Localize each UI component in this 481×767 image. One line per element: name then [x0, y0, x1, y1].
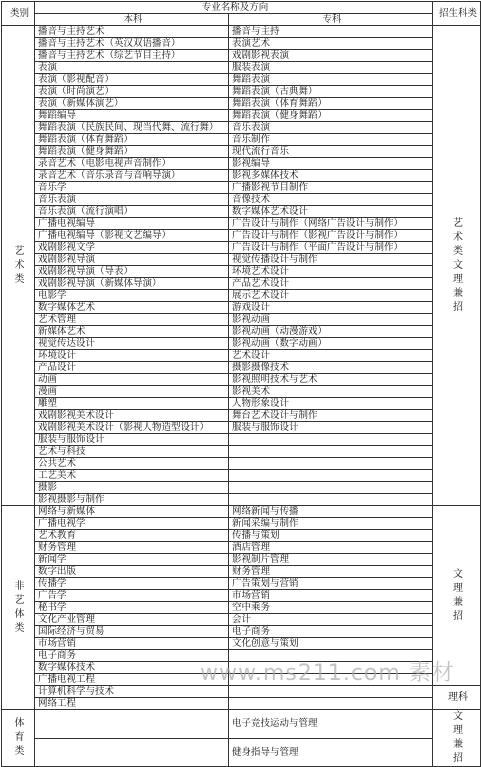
table-row	[2, 446, 481, 458]
table-row	[2, 278, 481, 290]
undergrad-major-cell: 广播电视学	[35, 518, 229, 530]
vocational-major-cell: 服装与服饰设计	[229, 422, 433, 434]
table-row	[2, 458, 481, 470]
category-cell	[2, 710, 35, 767]
vocational-major-cell: 广告策划与营销	[229, 578, 433, 590]
vocational-major-cell	[229, 650, 433, 662]
undergrad-major-cell: 艺术教育	[35, 530, 229, 542]
table-row	[2, 738, 481, 767]
header-enroll-type: 招生科类	[433, 2, 481, 26]
table-row	[2, 254, 481, 266]
undergrad-major-cell: 电子商务	[35, 650, 229, 662]
vocational-major-cell: 舞蹈表演（古典舞）	[229, 86, 433, 98]
table-row	[2, 674, 481, 686]
vocational-major-cell: 健身指导与管理	[229, 738, 433, 767]
vocational-major-cell: 环境艺术设计	[229, 266, 433, 278]
table-row	[2, 266, 481, 278]
table-row	[2, 74, 481, 86]
undergrad-major-cell: 摄影	[35, 482, 229, 494]
table-row	[2, 86, 481, 98]
vocational-major-cell: 空中乘务	[229, 602, 433, 614]
undergrad-major-cell: 电影学	[35, 290, 229, 302]
table-row	[2, 650, 481, 662]
undergrad-major-cell: 广播电视编导	[35, 218, 229, 230]
table-row	[2, 686, 481, 698]
header-vocational: 专科	[229, 14, 433, 26]
undergrad-major-cell: 财务管理	[35, 542, 229, 554]
table-row	[2, 206, 481, 218]
category-cell	[2, 26, 35, 506]
undergrad-major-cell: 戏剧影视文学	[35, 242, 229, 254]
undergrad-major-cell: 表演	[35, 62, 229, 74]
enroll-type-cell-text: 文理兼招	[453, 711, 464, 764]
vocational-major-cell: 电子竞技运动与管理	[229, 710, 433, 739]
enroll-type-cell-text: 艺术类文理兼招	[453, 217, 464, 313]
vocational-major-cell	[229, 662, 433, 674]
table-row	[2, 494, 481, 506]
table-row	[2, 482, 481, 494]
undergrad-major-cell: 漫画	[35, 386, 229, 398]
undergrad-major-cell: 数字媒体艺术	[35, 302, 229, 314]
undergrad-major-cell: 数字媒体技术	[35, 662, 229, 674]
undergrad-major-cell: 视觉传达设计	[35, 338, 229, 350]
table-row	[2, 602, 481, 614]
undergrad-major-cell: 服装与服饰设计	[35, 434, 229, 446]
undergrad-major-cell: 音乐表演（流行演唱）	[35, 206, 229, 218]
vocational-major-cell: 酒店管理	[229, 542, 433, 554]
table-row	[2, 338, 481, 350]
undergrad-major-cell: 广播电视编导（影视文艺编导）	[35, 230, 229, 242]
header-row-2	[2, 14, 481, 26]
vocational-major-cell: 舞蹈表演（体育舞蹈）	[229, 98, 433, 110]
table-row	[2, 710, 481, 739]
undergrad-major-cell: 产品设计	[35, 362, 229, 374]
undergrad-major-cell: 公共艺术	[35, 458, 229, 470]
undergrad-major-cell: 网络工程	[35, 698, 229, 710]
table-row	[2, 434, 481, 446]
table-row	[2, 194, 481, 206]
vocational-major-cell	[229, 434, 433, 446]
table-row	[2, 302, 481, 314]
undergrad-major-cell: 戏剧影视导演（新媒体导演）	[35, 278, 229, 290]
undergrad-major-cell: 文化产业管理	[35, 614, 229, 626]
vocational-major-cell: 现代流行音乐	[229, 146, 433, 158]
table-row	[2, 542, 481, 554]
vocational-major-cell: 舞蹈表演（健身舞蹈）	[229, 110, 433, 122]
undergrad-major-cell: 戏剧影视导演（导表）	[35, 266, 229, 278]
vocational-major-cell: 影视动画（动漫游戏）	[229, 326, 433, 338]
enroll-type-cell	[433, 506, 481, 686]
vocational-major-cell: 艺术设计	[229, 350, 433, 362]
vocational-major-cell: 音乐表演	[229, 122, 433, 134]
vocational-major-cell: 数字媒体艺术设计	[229, 206, 433, 218]
vocational-major-cell: 影视制片管理	[229, 554, 433, 566]
vocational-major-cell	[229, 458, 433, 470]
vocational-major-cell: 播音与主持	[229, 26, 433, 38]
vocational-major-cell: 影视照明技术与艺术	[229, 374, 433, 386]
table-row	[2, 566, 481, 578]
undergrad-major-cell: 舞蹈表演（体育舞蹈）	[35, 134, 229, 146]
vocational-major-cell: 展示艺术设计	[229, 290, 433, 302]
undergrad-major-cell: 舞蹈表演（民族民间、现当代舞、流行舞）	[35, 122, 229, 134]
vocational-major-cell: 戏剧影视表演	[229, 50, 433, 62]
majors-table	[1, 1, 481, 767]
watermark: www.ms211.com 素材	[200, 661, 455, 686]
table-row	[2, 98, 481, 110]
table-row	[2, 62, 481, 74]
table-row	[2, 290, 481, 302]
category-cell-text: 非艺体类	[14, 580, 25, 634]
table-row	[2, 218, 481, 230]
vocational-major-cell: 服装表演	[229, 62, 433, 74]
vocational-major-cell: 广告设计与制作（网络广告设计与制作）	[229, 218, 433, 230]
undergrad-major-cell: 舞蹈表演（健身舞蹈）	[35, 146, 229, 158]
undergrad-major-cell: 录音艺术（音乐录音与音响导演）	[35, 170, 229, 182]
undergrad-major-cell: 新闻学	[35, 554, 229, 566]
table-row	[2, 578, 481, 590]
category-cell	[2, 506, 35, 710]
undergrad-major-cell: 网络与新媒体	[35, 506, 229, 518]
header-undergrad: 本科	[35, 14, 229, 26]
table-row	[2, 242, 481, 254]
undergrad-major-cell: 环境设计	[35, 350, 229, 362]
vocational-major-cell: 游戏设计	[229, 302, 433, 314]
vocational-major-cell: 电子商务	[229, 626, 433, 638]
header-major-group: 专业名称及方向	[35, 2, 433, 14]
table-row	[2, 422, 481, 434]
vocational-major-cell: 广播影视节目制作	[229, 182, 433, 194]
table-row	[2, 230, 481, 242]
undergrad-major-cell: 戏剧影视美术设计（影视人物造型设计）	[35, 422, 229, 434]
undergrad-major-cell: 播音与主持艺术	[35, 26, 229, 38]
vocational-major-cell: 人物形象设计	[229, 398, 433, 410]
table-row	[2, 38, 481, 50]
undergrad-major-cell: 数字出版	[35, 566, 229, 578]
vocational-major-cell: 市场营销	[229, 590, 433, 602]
vocational-major-cell: 影视多媒体技术	[229, 170, 433, 182]
category-cell-text: 体育类	[14, 718, 25, 757]
undergrad-major-cell: 艺术与科技	[35, 446, 229, 458]
undergrad-major-cell: 戏剧影视美术设计	[35, 410, 229, 422]
table-row	[2, 374, 481, 386]
undergrad-major-cell: 播音与主持艺术（英汉双语播音）	[35, 38, 229, 50]
enroll-type-cell-text: 文理兼招	[453, 568, 464, 622]
vocational-major-cell	[229, 482, 433, 494]
enroll-type-cell	[433, 26, 481, 506]
table-row	[2, 182, 481, 194]
vocational-major-cell: 财务管理	[229, 566, 433, 578]
vocational-major-cell: 广告设计与制作（影视广告设计与制作）	[229, 230, 433, 242]
table-row	[2, 470, 481, 482]
vocational-major-cell: 视觉传播设计与制作	[229, 254, 433, 266]
table-row	[2, 350, 481, 362]
header-category: 类别	[2, 2, 35, 26]
undergrad-major-cell: 表演（新媒体演艺）	[35, 98, 229, 110]
undergrad-major-cell: 雕塑	[35, 398, 229, 410]
header-row-1	[2, 2, 481, 14]
vocational-major-cell	[229, 686, 433, 698]
vocational-major-cell	[229, 446, 433, 458]
table-row	[2, 314, 481, 326]
table-row	[2, 386, 481, 398]
table-row	[2, 590, 481, 602]
table-row	[2, 398, 481, 410]
vocational-major-cell: 网络新闻与传播	[229, 506, 433, 518]
undergrad-major-cell: 国际经济与贸易	[35, 626, 229, 638]
vocational-major-cell: 影视编导	[229, 158, 433, 170]
undergrad-major-cell: 音乐表演	[35, 194, 229, 206]
vocational-major-cell: 音像技术	[229, 194, 433, 206]
table-row	[2, 50, 481, 62]
undergrad-major-cell: 表演（时尚演艺）	[35, 86, 229, 98]
table-row	[2, 110, 481, 122]
table-row	[2, 146, 481, 158]
undergrad-major-cell: 传播学	[35, 578, 229, 590]
vocational-major-cell: 广告设计与制作（平面广告设计与制作）	[229, 242, 433, 254]
vocational-major-cell: 文化创意与策划	[229, 638, 433, 650]
table-row	[2, 362, 481, 374]
vocational-major-cell: 摄影摄像技术	[229, 362, 433, 374]
vocational-major-cell: 舞台艺术设计与制作	[229, 410, 433, 422]
table-row	[2, 134, 481, 146]
enroll-type-cell	[433, 710, 481, 767]
undergrad-major-cell: 艺术管理	[35, 314, 229, 326]
undergrad-major-cell: 录音艺术（电影电视声音制作）	[35, 158, 229, 170]
vocational-major-cell: 影视美术	[229, 386, 433, 398]
undergrad-major-cell: 秘书学	[35, 602, 229, 614]
table-row	[2, 170, 481, 182]
table-row	[2, 614, 481, 626]
undergrad-major-cell: 计算机科学与技术	[35, 686, 229, 698]
undergrad-major-cell: 新媒体艺术	[35, 326, 229, 338]
table-row	[2, 410, 481, 422]
table-row	[2, 158, 481, 170]
undergrad-major-cell	[35, 710, 229, 739]
vocational-major-cell	[229, 470, 433, 482]
vocational-major-cell: 新闻采编与制作	[229, 518, 433, 530]
vocational-major-cell: 表演艺术	[229, 38, 433, 50]
undergrad-major-cell: 播音与主持艺术（综艺节目主持）	[35, 50, 229, 62]
undergrad-major-cell: 表演（影视配音）	[35, 74, 229, 86]
vocational-major-cell	[229, 674, 433, 686]
undergrad-major-cell: 舞蹈编导	[35, 110, 229, 122]
vocational-major-cell: 音乐制作	[229, 134, 433, 146]
table-row	[2, 662, 481, 674]
table-row	[2, 518, 481, 530]
table-row	[2, 326, 481, 338]
undergrad-major-cell: 市场营销	[35, 638, 229, 650]
table-row	[2, 506, 481, 518]
table-row	[2, 698, 481, 710]
vocational-major-cell: 影视动画	[229, 314, 433, 326]
undergrad-major-cell: 工艺美术	[35, 470, 229, 482]
undergrad-major-cell: 影视摄影与制作	[35, 494, 229, 506]
table-row	[2, 638, 481, 650]
vocational-major-cell: 传播与策划	[229, 530, 433, 542]
undergrad-major-cell: 戏剧影视导演	[35, 254, 229, 266]
table-row	[2, 530, 481, 542]
vocational-major-cell: 影视动画（数字动画）	[229, 338, 433, 350]
undergrad-major-cell: 音乐学	[35, 182, 229, 194]
vocational-major-cell: 产品艺术设计	[229, 278, 433, 290]
undergrad-major-cell: 动画	[35, 374, 229, 386]
undergrad-major-cell: 广播电视工程	[35, 674, 229, 686]
vocational-major-cell	[229, 698, 433, 710]
table-row	[2, 626, 481, 638]
enroll-type-cell: 理科	[433, 686, 481, 710]
table-row	[2, 26, 481, 38]
vocational-major-cell	[229, 494, 433, 506]
undergrad-major-cell: 广告学	[35, 590, 229, 602]
table-row	[2, 122, 481, 134]
table-row	[2, 554, 481, 566]
undergrad-major-cell	[35, 738, 229, 767]
category-cell-text: 艺术类	[14, 245, 25, 285]
vocational-major-cell: 会计	[229, 614, 433, 626]
vocational-major-cell: 舞蹈表演	[229, 74, 433, 86]
